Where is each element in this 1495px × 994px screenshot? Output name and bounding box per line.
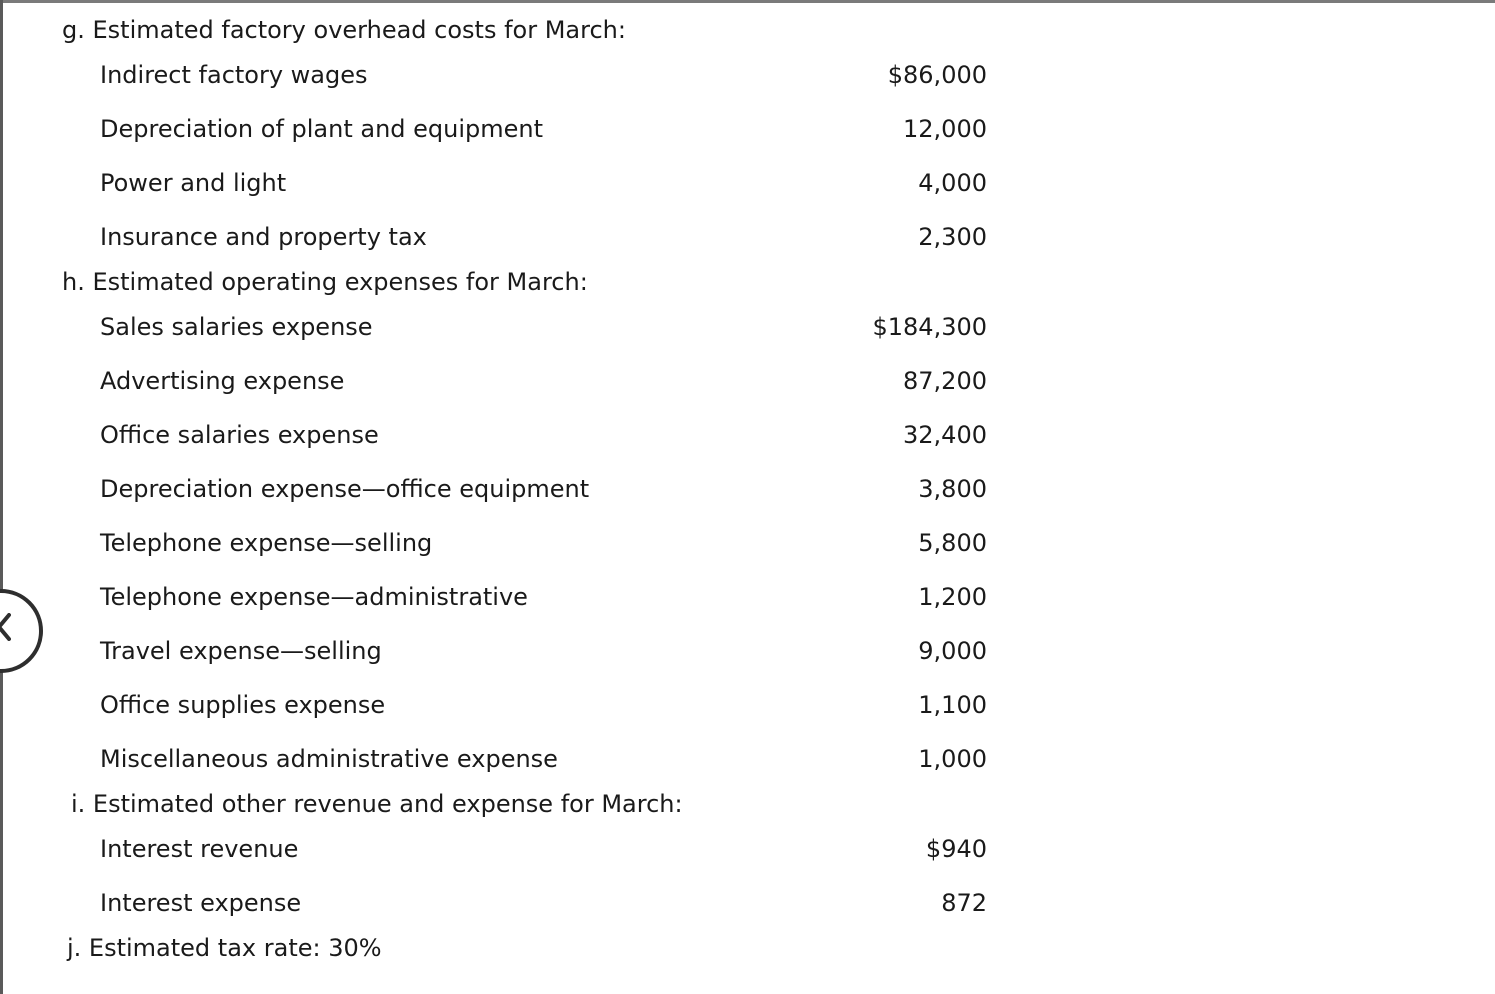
row-value: $184,300	[872, 313, 987, 341]
row-label: Depreciation expense—office equipment	[100, 475, 590, 503]
row-label: Telephone expense—administrative	[100, 583, 528, 611]
section-h-heading: h. Estimated operating expenses for March:	[62, 268, 588, 296]
row-label: Travel expense—selling	[100, 637, 382, 665]
row-label: Sales salaries expense	[100, 313, 373, 341]
section-i-heading: i. Estimated other revenue and expense for March:	[71, 790, 683, 818]
row-value: 1,000	[918, 745, 987, 773]
row-label: Office salaries expense	[100, 421, 379, 449]
section-g-heading: g. Estimated factory overhead costs for March:	[62, 16, 626, 44]
row-value: 872	[941, 889, 987, 917]
row-label: Interest revenue	[100, 835, 299, 863]
chevron-left-icon	[0, 613, 11, 641]
row-label: Telephone expense—selling	[100, 529, 433, 557]
row-label: Indirect factory wages	[100, 61, 368, 89]
row-value: 87,200	[903, 367, 987, 395]
row-value: 32,400	[903, 421, 987, 449]
row-value: 12,000	[903, 115, 987, 143]
section-j-heading: j. Estimated tax rate: 30%	[67, 934, 382, 962]
row-value: 3,800	[918, 475, 987, 503]
row-value: 4,000	[918, 169, 987, 197]
row-value: 5,800	[918, 529, 987, 557]
left-border	[0, 0, 3, 994]
row-value: 2,300	[918, 223, 987, 251]
row-value: $940	[925, 835, 987, 863]
row-value: 1,200	[918, 583, 987, 611]
row-value: $86,000	[887, 61, 987, 89]
row-label: Interest expense	[100, 889, 302, 917]
row-label: Insurance and property tax	[100, 223, 427, 251]
top-border	[0, 0, 1495, 3]
back-button[interactable]	[0, 589, 43, 673]
row-label: Miscellaneous administrative expense	[100, 745, 558, 773]
row-label: Advertising expense	[100, 367, 345, 395]
row-label: Office supplies expense	[100, 691, 386, 719]
row-value: 1,100	[918, 691, 987, 719]
row-label: Power and light	[100, 169, 287, 197]
row-label: Depreciation of plant and equipment	[100, 115, 544, 143]
row-value: 9,000	[918, 637, 987, 665]
